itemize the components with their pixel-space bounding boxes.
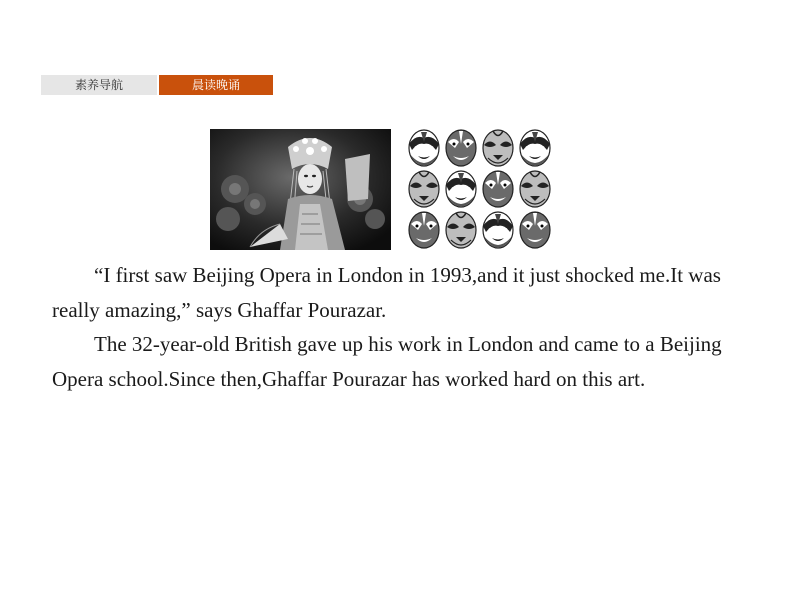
mask-row-1 — [409, 130, 550, 166]
performer-illustration — [210, 129, 391, 250]
tab-literacy-navigation[interactable]: 素养导航 — [41, 75, 157, 95]
paragraph-1: “I first saw Beijing Opera in London in 1993,and it just shocked me.It was really amazing,” says Ghaffar Pourazar. — [52, 263, 721, 322]
paragraph-2: The 32-year-old British gave up his work in London and came to a Beijing Opera school.Since then,Ghaffar Pourazar has worked hard on this art. — [52, 332, 722, 391]
mask-row-2 — [409, 171, 550, 207]
mask-row-3 — [409, 212, 550, 248]
opera-masks-illustration — [405, 127, 555, 251]
beijing-opera-performer-photo — [210, 129, 391, 250]
reading-passage — [52, 258, 742, 396]
tab-morning-evening-reading[interactable]: 晨读晚诵 — [159, 75, 273, 95]
section-tabs — [41, 75, 273, 95]
opera-masks-grid — [405, 127, 555, 251]
